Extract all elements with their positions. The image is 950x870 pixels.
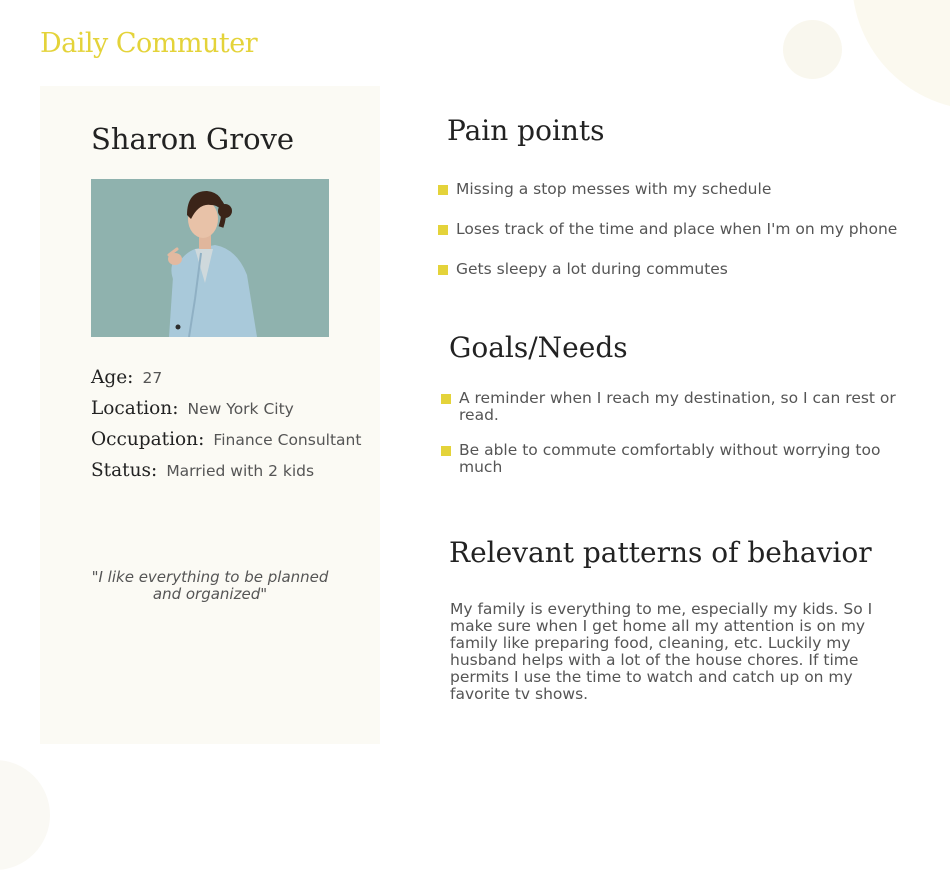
info-value: 27 xyxy=(142,369,163,387)
behavior-text: My family is everything to me, especially my kids. So I make sure when I get home all my attention is on my family like preparing food, cleaning, etc. Luckily my husband helps with a lot of the house chores. If time permits I use the time to watch and catch up on my favorite tv shows. xyxy=(450,600,873,703)
pain-point-text: Gets sleepy a lot during commutes xyxy=(456,260,728,278)
page-title: Daily Commuter xyxy=(40,28,258,59)
goal-text: A reminder when I reach my destination, so I can rest or read. xyxy=(459,389,896,424)
list-item xyxy=(438,181,908,198)
info-row-location xyxy=(91,396,376,427)
persona-quote: "I like everything to be planned and organized" xyxy=(91,568,329,603)
info-label: Location: xyxy=(91,398,179,419)
goals-heading: Goals/Needs xyxy=(449,331,628,364)
pain-points-list xyxy=(438,181,908,278)
info-value: Finance Consultant xyxy=(213,431,362,449)
persona-info-list xyxy=(91,365,376,489)
info-value: New York City xyxy=(187,400,294,418)
decorative-circle-small xyxy=(783,20,842,79)
info-label: Age: xyxy=(91,367,134,388)
goals-list xyxy=(441,390,899,476)
info-row-age xyxy=(91,365,376,396)
info-row-status xyxy=(91,458,376,489)
decorative-circle-corner xyxy=(0,760,50,870)
persona-photo xyxy=(91,179,329,337)
info-label: Status: xyxy=(91,460,158,481)
bullet-square-icon xyxy=(438,265,448,275)
bullet-square-icon xyxy=(441,394,451,404)
pain-point-text: Missing a stop messes with my schedule xyxy=(456,180,772,198)
info-label: Occupation: xyxy=(91,429,205,450)
persona-name: Sharon Grove xyxy=(91,122,295,156)
list-item xyxy=(441,442,899,476)
list-item xyxy=(441,390,899,424)
bullet-square-icon xyxy=(441,446,451,456)
bullet-square-icon xyxy=(438,225,448,235)
profile-card xyxy=(40,86,380,744)
bullet-square-icon xyxy=(438,185,448,195)
list-item xyxy=(438,221,908,238)
list-item xyxy=(438,261,908,278)
info-value: Married with 2 kids xyxy=(166,462,315,480)
info-row-occupation xyxy=(91,427,376,458)
behavior-heading: Relevant patterns of behavior xyxy=(449,536,872,569)
goal-text: Be able to commute comfortably without worrying too much xyxy=(459,441,881,476)
pain-point-text: Loses track of the time and place when I'm on my phone xyxy=(456,220,898,238)
decorative-circle-large xyxy=(852,0,950,110)
persona-photo-illustration xyxy=(91,179,329,337)
pain-points-heading: Pain points xyxy=(447,114,605,147)
